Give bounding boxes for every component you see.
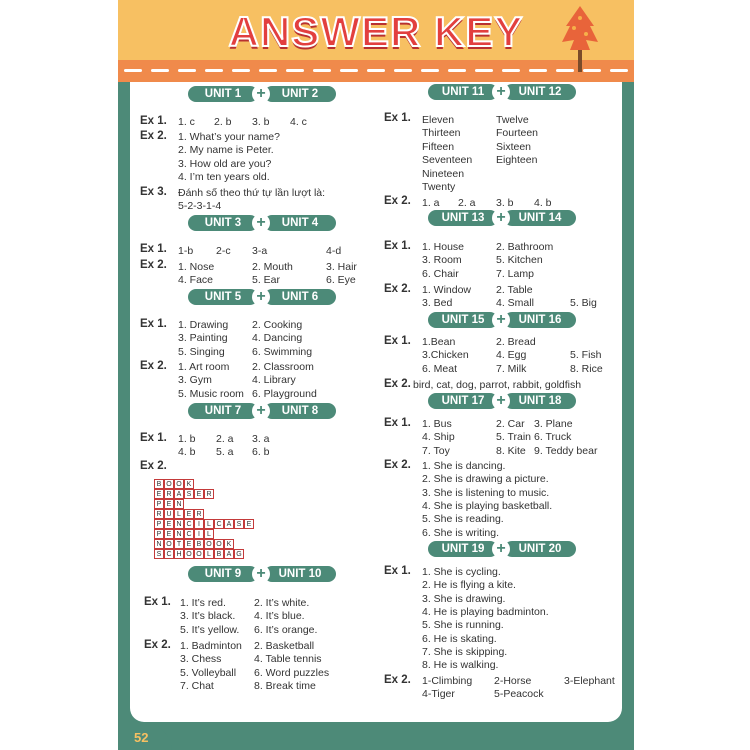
answer-item: 4. She is playing basketball. — [422, 499, 553, 512]
answer-item: 4. Library — [252, 374, 296, 387]
road-dash — [394, 69, 412, 72]
answer-item: 3. Gym — [178, 374, 212, 387]
grid-letter: N — [174, 529, 184, 539]
grid-letter: E — [194, 489, 204, 499]
answer-item: 2. She is drawing a picture. — [422, 473, 549, 486]
answer-item: 4. Table tennis — [254, 653, 322, 666]
answer-item: 3. b — [252, 116, 270, 128]
unit-pill: UNIT 13 — [428, 210, 498, 226]
grid-letter: B — [154, 479, 164, 489]
grid-letter: I — [194, 519, 204, 529]
exercise-label: Ex 2. — [384, 378, 411, 390]
plus-icon: + — [252, 402, 270, 420]
grid-letter: O — [164, 539, 174, 549]
grid-letter: O — [214, 539, 224, 549]
grid-letter: I — [194, 529, 204, 539]
answer-item: 5-Peacock — [494, 688, 544, 701]
unit-header — [428, 393, 578, 411]
answer-item: 2. He is flying a kite. — [422, 579, 516, 592]
road-dash — [529, 69, 547, 72]
answer-item: 2-Horse — [494, 675, 532, 687]
exercise-label: Ex 2. — [384, 674, 411, 686]
answer-item: Twenty — [422, 181, 456, 193]
answer-item: 6. Word puzzles — [254, 666, 330, 679]
plus-icon: + — [252, 214, 270, 232]
answer-item: 2-c — [216, 245, 231, 257]
unit-pill: UNIT 8 — [264, 403, 336, 419]
plus-icon: + — [492, 83, 510, 101]
exercise-label: Ex 2. — [140, 259, 167, 271]
grid-letter: T — [174, 539, 184, 549]
answer-item: Nineteen — [422, 167, 465, 180]
grid-letter: N — [154, 539, 164, 549]
answer-item: 5. She is reading. — [422, 513, 504, 526]
answer-item: 4. Dancing — [252, 332, 303, 345]
answer-item: 2. b — [214, 116, 232, 128]
grid-letter: K — [224, 539, 234, 549]
answer-item: 5. It’s yellow. — [180, 623, 240, 636]
answer-item: 1.Bean — [422, 336, 456, 348]
answer-item: 8. He is walking. — [422, 659, 499, 672]
answer-item: 8. Break time — [254, 680, 316, 693]
answer-item: 6. b — [252, 446, 270, 459]
grid-letter: P — [154, 519, 164, 529]
answer-item: 6. He is skating. — [422, 632, 497, 645]
unit-pill: UNIT 9 — [188, 566, 258, 582]
road-dash — [475, 69, 493, 72]
grid-letter: N — [174, 499, 184, 509]
answer-item: Eighteen — [496, 154, 538, 167]
page-number-tab — [118, 722, 172, 750]
answer-item: 4. Face — [178, 274, 214, 287]
answer-item: Seventeen — [422, 154, 473, 167]
grid-letter: E — [164, 519, 174, 529]
unit-pill: UNIT 16 — [504, 312, 576, 328]
exercise-label: Ex 2. — [384, 459, 411, 471]
exercise-label: Ex 1. — [384, 240, 411, 252]
unit-pill: UNIT 5 — [188, 289, 258, 305]
unit-pill: UNIT 19 — [428, 541, 498, 557]
road-dash — [259, 69, 277, 72]
answer-item: Sixteen — [496, 140, 532, 153]
road-dash — [124, 69, 142, 72]
answer-item: bird, cat, dog, parrot, rabbit, goldfish — [413, 379, 582, 391]
road-decoration — [118, 60, 634, 82]
grid-letter: E — [164, 499, 174, 509]
grid-letter: O — [164, 479, 174, 489]
grid-letter: K — [184, 479, 194, 489]
grid-letter: C — [164, 549, 174, 559]
plus-icon: + — [252, 288, 270, 306]
answer-item: 2. Classroom — [252, 361, 314, 373]
answer-item: 4. He is playing badminton. — [422, 605, 549, 618]
answer-item: 2. Mouth — [252, 261, 293, 273]
answer-item: 5. Volleyball — [180, 666, 237, 679]
answer-item: 8. Kite — [496, 444, 526, 457]
exercise-label: Ex 2. — [140, 130, 167, 142]
answer-item: 3. b — [496, 197, 514, 209]
unit-header — [188, 86, 338, 104]
unit-pill: UNIT 12 — [504, 84, 576, 100]
grid-letter: A — [174, 489, 184, 499]
unit-pill: UNIT 6 — [264, 289, 336, 305]
answer-item: 6. Swimming — [252, 345, 313, 358]
answer-item: 3.Chicken — [422, 349, 469, 362]
tree-icon — [560, 4, 600, 74]
grid-letter: O — [204, 539, 214, 549]
road-dash — [151, 69, 169, 72]
answer-item: 2. Basketball — [254, 640, 315, 652]
answer-item: 5. Fish — [570, 349, 602, 362]
answer-item: 5-2-3-1-4 — [178, 200, 222, 213]
unit-header — [428, 210, 578, 228]
grid-letter: P — [154, 529, 164, 539]
answer-item: 2. It’s white. — [254, 597, 310, 609]
exercise-label: Ex 1. — [140, 432, 167, 444]
answer-item: 7. Lamp — [496, 267, 534, 280]
exercise-label: Ex 1. — [140, 318, 167, 330]
answer-item: 3. Plane — [534, 418, 573, 430]
unit-pill: UNIT 11 — [428, 84, 498, 100]
answer-item: 9. Teddy bear — [534, 444, 598, 457]
grid-letter: G — [234, 549, 244, 559]
answer-item: 2. Cooking — [252, 319, 303, 331]
answer-item: 4-Tiger — [422, 688, 455, 701]
answer-item: 1. Badminton — [180, 640, 242, 652]
answer-item: 6. It’s orange. — [254, 623, 318, 636]
unit-pill: UNIT 7 — [188, 403, 258, 419]
unit-pill: UNIT 20 — [504, 541, 576, 557]
answer-item: 1. She is cycling. — [422, 566, 501, 578]
answer-item: 5. Ear — [252, 274, 281, 287]
answer-item: 2. Table — [496, 284, 533, 296]
answer-item: 1. Art room — [178, 361, 230, 373]
answer-item: 3. Bed — [422, 297, 453, 310]
answer-item: 2. Bread — [496, 336, 536, 348]
grid-letter: P — [154, 499, 164, 509]
exercise-label: Ex 1. — [384, 112, 411, 124]
grid-letter: A — [224, 519, 234, 529]
grid-letter: R — [164, 489, 174, 499]
answer-item: Eleven — [422, 114, 455, 126]
exercise-label: Ex 1. — [384, 335, 411, 347]
answer-item: 2. a — [458, 197, 476, 209]
exercise-label: Ex 2. — [144, 639, 171, 651]
unit-header — [428, 84, 578, 102]
plus-icon: + — [252, 85, 270, 103]
answer-item: Đánh số theo thứ tự lần lượt là: — [178, 187, 326, 199]
answer-item: 6. Eye — [326, 274, 356, 287]
unit-header — [428, 541, 578, 559]
unit-pill: UNIT 15 — [428, 312, 498, 328]
answer-item: 3. Hair — [326, 261, 357, 273]
answer-item: 6. Truck — [534, 431, 572, 444]
grid-letter: N — [174, 519, 184, 529]
answer-item: Fourteen — [496, 127, 539, 140]
grid-letter: S — [234, 519, 244, 529]
road-dash — [421, 69, 439, 72]
answer-item: 1-b — [178, 245, 194, 257]
answer-item: 3-Elephant — [564, 675, 615, 687]
road-dash — [205, 69, 223, 72]
road-dash — [610, 69, 628, 72]
road-dash — [286, 69, 304, 72]
exercise-label: Ex 1. — [140, 115, 167, 127]
answer-item: 7. Milk — [496, 362, 527, 375]
left-margin — [0, 0, 118, 750]
answer-item: 6. Chair — [422, 267, 459, 280]
road-dash — [367, 69, 385, 72]
plus-icon: + — [492, 311, 510, 329]
exercise-label: Ex 2. — [384, 283, 411, 295]
grid-letter: B — [214, 549, 224, 559]
unit-header — [188, 215, 338, 233]
answer-item: 3. Room — [422, 254, 462, 267]
answer-item: 4. Egg — [496, 349, 527, 362]
grid-letter: C — [214, 519, 224, 529]
answer-item: 7. Toy — [422, 444, 450, 457]
grid-letter: E — [184, 539, 194, 549]
unit-pill: UNIT 17 — [428, 393, 498, 409]
answer-item: 5. Singing — [178, 345, 225, 358]
answer-item: 1. c — [178, 116, 195, 128]
answer-item: 5. Big — [570, 297, 597, 310]
grid-letter: C — [184, 529, 194, 539]
exercise-label: Ex 1. — [384, 565, 411, 577]
answer-item: 2. a — [216, 433, 234, 445]
answer-item: 1. Window — [422, 284, 472, 296]
answer-item: 8. Rice — [570, 362, 603, 375]
answer-item: 3-a — [252, 245, 268, 257]
exercise-label: Ex 3. — [140, 186, 167, 198]
exercise-label: Ex 1. — [384, 417, 411, 429]
answer-item: 1-Climbing — [422, 675, 473, 687]
answer-item: 6. Meat — [422, 362, 458, 375]
answer-item: 6. Playground — [252, 387, 317, 400]
answer-item: 3. She is listening to music. — [422, 486, 550, 499]
answer-item: 4. It’s blue. — [254, 610, 305, 623]
plus-icon: + — [492, 209, 510, 227]
grid-letter: R — [194, 509, 204, 519]
answer-item: 3. Painting — [178, 332, 228, 345]
exercise-label: Ex 2. — [140, 460, 167, 472]
unit-pill: UNIT 14 — [504, 210, 576, 226]
grid-letter: R — [204, 489, 214, 499]
grid-letter: A — [224, 549, 234, 559]
unit-header — [188, 566, 338, 584]
answer-item: 2. Car — [496, 418, 525, 430]
grid-letter: E — [184, 509, 194, 519]
grid-letter: S — [154, 549, 164, 559]
answer-item: 4-d — [326, 245, 342, 257]
answer-item: 5. Train — [496, 431, 532, 444]
answer-item: 1. What’s your name? — [178, 131, 280, 143]
exercise-label: Ex 2. — [140, 360, 167, 372]
answer-item: 1. Nose — [178, 261, 215, 273]
grid-letter: E — [244, 519, 254, 529]
answer-item: 5. a — [216, 446, 234, 459]
grid-letter: U — [164, 509, 174, 519]
answer-item: 2. Bathroom — [496, 241, 554, 253]
answer-item: 1. She is dancing. — [422, 460, 506, 472]
unit-pill: UNIT 4 — [264, 215, 336, 231]
road-dash — [340, 69, 358, 72]
unit-pill: UNIT 3 — [188, 215, 258, 231]
answer-item: 3. She is drawing. — [422, 592, 506, 605]
answer-item: 1. Bus — [422, 418, 452, 430]
answer-item: Twelve — [496, 114, 529, 126]
grid-letter: R — [154, 509, 164, 519]
unit-pill: UNIT 10 — [264, 566, 336, 582]
answer-item: 4. b — [178, 446, 196, 459]
answer-item: 7. Chat — [180, 680, 214, 693]
unit-header — [188, 289, 338, 307]
unit-header — [428, 312, 578, 330]
answer-content — [130, 82, 622, 722]
answer-item: 1. It’s red. — [180, 597, 226, 609]
answer-item: 3. How old are you? — [178, 157, 272, 170]
grid-letter: L — [204, 519, 214, 529]
road-dash — [178, 69, 196, 72]
answer-item: 7. She is skipping. — [422, 645, 508, 658]
answer-item: 1. House — [422, 241, 465, 253]
road-dash — [448, 69, 466, 72]
plus-icon: + — [252, 565, 270, 583]
grid-letter: E — [164, 529, 174, 539]
answer-item: 5. Music room — [178, 387, 244, 400]
answer-item: 4. Ship — [422, 431, 455, 444]
answer-item: 3. a — [252, 433, 270, 445]
grid-letter: L — [204, 549, 214, 559]
answer-item: 3. Chess — [180, 653, 222, 666]
grid-letter: L — [174, 509, 184, 519]
right-margin — [634, 0, 750, 750]
unit-pill: UNIT 2 — [264, 86, 336, 102]
grid-letter: E — [154, 489, 164, 499]
plus-icon: + — [492, 540, 510, 558]
road-dash — [313, 69, 331, 72]
answer-item: 4. Small — [496, 297, 534, 310]
page-title: ANSWER KEY — [228, 8, 524, 55]
answer-item: 5. Kitchen — [496, 254, 543, 267]
answer-item: Thirteen — [422, 127, 461, 140]
unit-header — [188, 403, 338, 421]
grid-letter: O — [184, 549, 194, 559]
answer-item: 1. b — [178, 433, 196, 445]
answer-item: 1. a — [422, 197, 440, 209]
answer-item: 4. c — [290, 116, 307, 128]
grid-letter: C — [184, 519, 194, 529]
answer-item: 2. My name is Peter. — [178, 144, 274, 157]
grid-letter: B — [194, 539, 204, 549]
exercise-label: Ex 1. — [140, 243, 167, 255]
answer-item: 5. She is running. — [422, 619, 504, 632]
exercise-label: Ex 2. — [384, 195, 411, 207]
grid-letter: S — [184, 489, 194, 499]
grid-letter: O — [174, 479, 184, 489]
plus-icon: + — [492, 392, 510, 410]
grid-letter: L — [204, 529, 214, 539]
grid-letter: O — [194, 549, 204, 559]
grid-letter: H — [174, 549, 184, 559]
answer-item: 4. b — [534, 197, 552, 209]
answer-item: 3. It’s black. — [180, 610, 236, 623]
exercise-label: Ex 1. — [144, 596, 171, 608]
answer-key-page — [118, 0, 634, 750]
page-number: 52 — [134, 730, 149, 745]
unit-pill: UNIT 1 — [188, 86, 258, 102]
road-dash — [232, 69, 250, 72]
answer-item: 4. I’m ten years old. — [178, 170, 270, 183]
answer-item: Fifteen — [422, 140, 455, 153]
answer-item: 6. She is writing. — [422, 526, 500, 539]
unit-pill: UNIT 18 — [504, 393, 576, 409]
road-dash — [502, 69, 520, 72]
answer-item: 1. Drawing — [178, 319, 229, 331]
